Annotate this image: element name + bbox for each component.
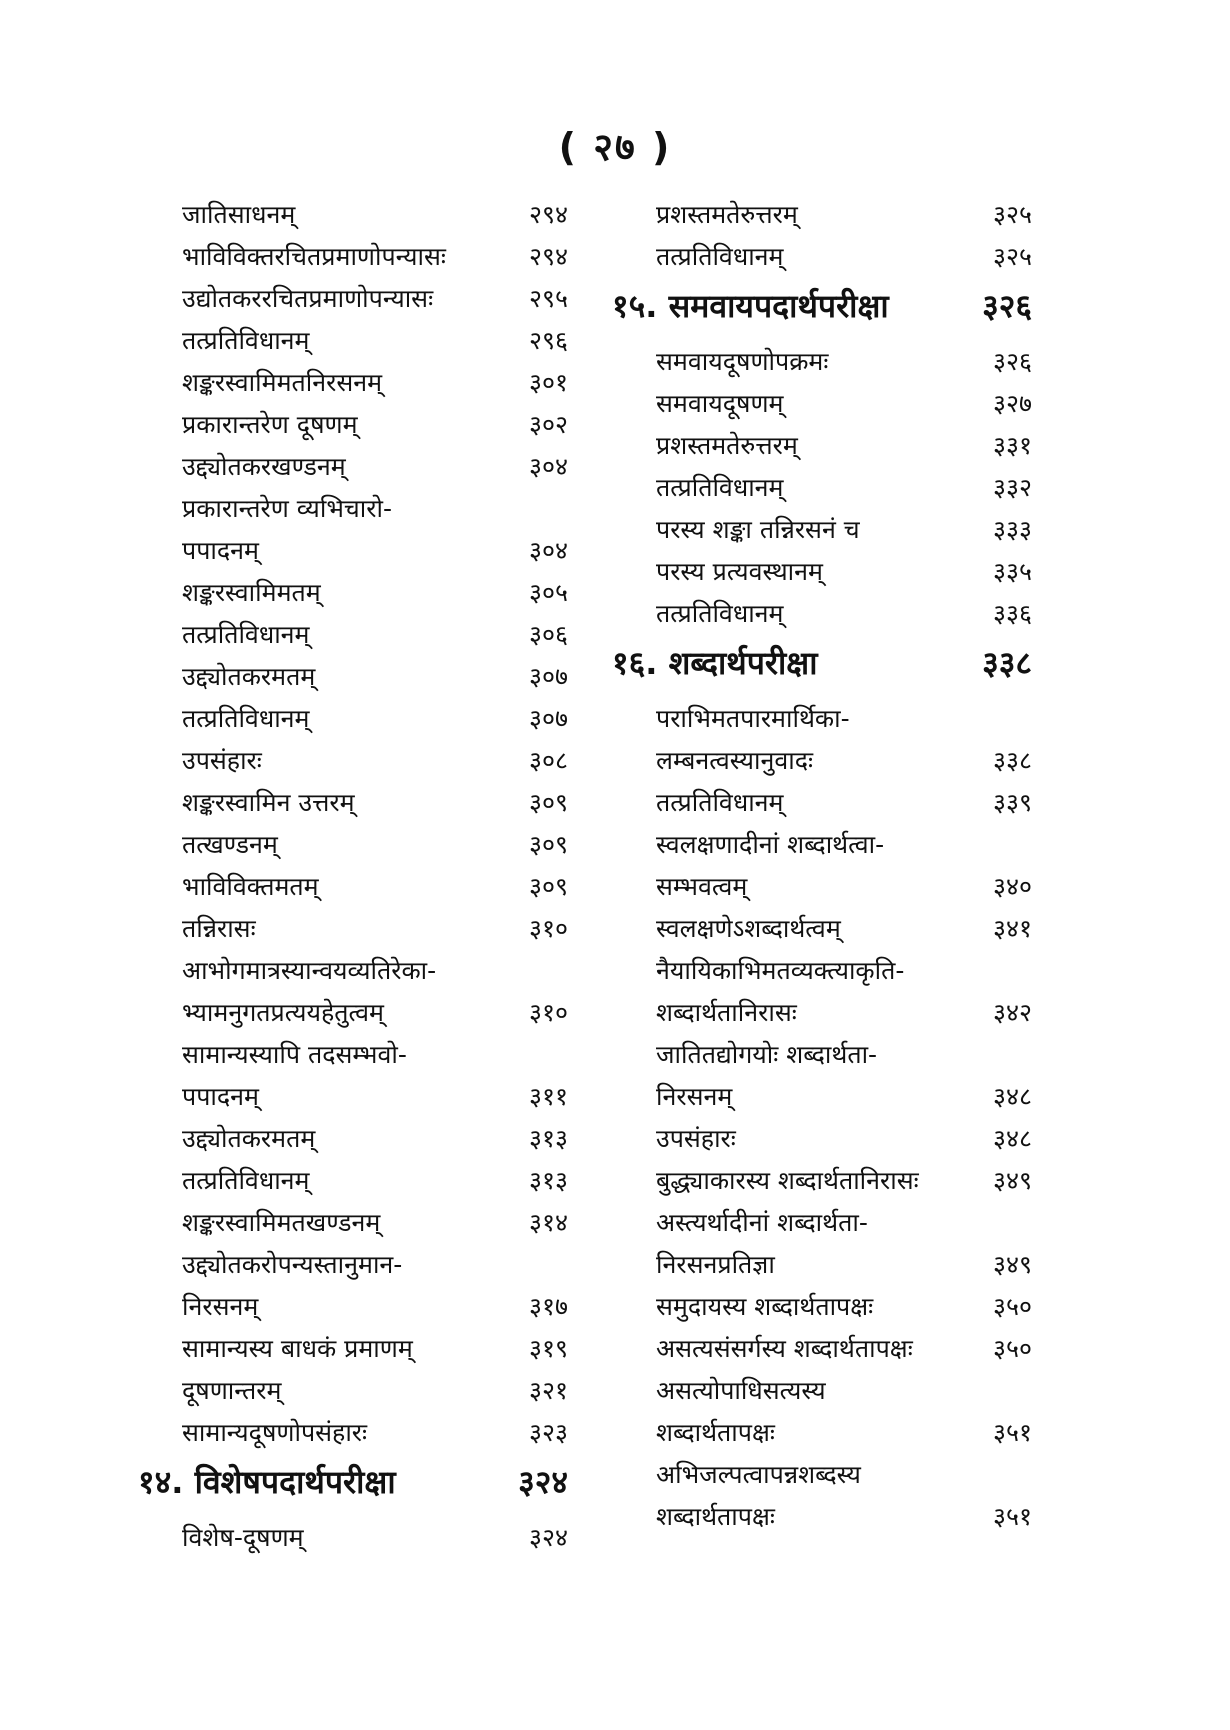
toc-entry xyxy=(612,1418,1032,1448)
entry-title: शब्दार्थतानिरासः xyxy=(656,998,797,1027)
toc-entry xyxy=(138,1523,568,1553)
toc-entry xyxy=(138,284,568,314)
entry-title: उपसंहारः xyxy=(656,1124,736,1153)
page-ref: ३१९ xyxy=(528,1334,568,1363)
page-ref: ३२५ xyxy=(992,200,1032,229)
page-ref: ३३३ xyxy=(992,515,1032,544)
entry-title: सामान्यस्य बाधकं प्रमाणम् xyxy=(182,1334,413,1363)
toc-entry xyxy=(612,872,1032,902)
entry-title: तत्प्रतिविधानम् xyxy=(182,326,310,355)
toc-entry xyxy=(612,1292,1032,1322)
page-ref: ३४१ xyxy=(992,914,1032,943)
page-ref: ३०४ xyxy=(528,452,568,481)
page-ref: ३१० xyxy=(528,914,568,943)
right-column xyxy=(612,200,1032,1544)
page-ref: ३५० xyxy=(992,1292,1032,1321)
toc-entry xyxy=(138,452,568,482)
entry-title: शङ्करस्वामिन उत्तरम् xyxy=(182,788,355,817)
entry-title: असत्यसंसर्गस्य शब्दार्थतापक्षः xyxy=(656,1334,913,1363)
toc-entry xyxy=(138,830,568,860)
page-ref: ३०९ xyxy=(528,830,568,859)
page-ref: ३४८ xyxy=(992,1124,1032,1153)
entry-title: तत्प्रतिविधानम् xyxy=(182,1166,310,1195)
toc-entry xyxy=(138,1418,568,1448)
toc-entry xyxy=(138,956,568,986)
toc-entry xyxy=(612,200,1032,230)
entry-title: उद्द्योतकरमतम् xyxy=(182,1124,316,1153)
toc-entry xyxy=(612,704,1032,734)
page-ref: ३४० xyxy=(992,872,1032,901)
entry-title: भ्यामनुगतप्रत्ययहेतुत्वम् xyxy=(182,998,385,1027)
toc-entry xyxy=(138,704,568,734)
toc-entry xyxy=(612,1376,1032,1406)
toc-entry xyxy=(612,1334,1032,1364)
entry-title: स्वलक्षणादीनां शब्दार्थत्वा- xyxy=(656,830,885,859)
page-ref: ३४८ xyxy=(992,1082,1032,1111)
page-ref: ३३२ xyxy=(992,473,1032,502)
toc-entry xyxy=(138,1376,568,1406)
entry-title: लम्बनत्वस्यानुवादः xyxy=(656,746,814,775)
entry-title: दूषणान्तरम् xyxy=(182,1376,282,1405)
page-ref: ३४९ xyxy=(992,1250,1032,1279)
page-ref: २९४ xyxy=(528,242,568,271)
toc-entry xyxy=(138,914,568,944)
entry-title: आभोगमात्रस्यान्वयव्यतिरेका- xyxy=(182,956,437,985)
toc-entry xyxy=(138,872,568,902)
toc-entry xyxy=(612,1460,1032,1490)
page-ref: ३११ xyxy=(528,1082,568,1111)
entry-title: उद्योतकररचितप्रमाणोपन्यासः xyxy=(182,284,434,313)
page-ref: ३५१ xyxy=(992,1418,1032,1447)
page-ref: ३०७ xyxy=(528,704,568,733)
page-ref: ३०५ xyxy=(528,578,568,607)
page-ref: २९४ xyxy=(528,200,568,229)
toc-entry xyxy=(138,536,568,566)
toc-entry xyxy=(138,368,568,398)
page-ref: ३०८ xyxy=(528,746,568,775)
page-ref: ३२१ xyxy=(528,1376,568,1405)
entry-title: शब्दार्थतापक्षः xyxy=(656,1502,775,1531)
entry-title: शङ्करस्वामिमतम् xyxy=(182,578,321,607)
toc-entry xyxy=(612,473,1032,503)
entry-title: तत्प्रतिविधानम् xyxy=(182,620,310,649)
toc-entry xyxy=(612,242,1032,272)
toc-entry xyxy=(612,746,1032,776)
section-heading xyxy=(612,641,1032,684)
page-ref: २९५ xyxy=(528,284,568,313)
toc-entry xyxy=(612,1040,1032,1070)
toc-entry xyxy=(138,1292,568,1322)
entry-title: प्रशस्तमतेरुत्तरम् xyxy=(656,431,798,460)
entry-title: समवायदूषणम् xyxy=(656,389,784,418)
entry-title: तत्खण्डनम् xyxy=(182,830,278,859)
toc-entry xyxy=(612,1166,1032,1196)
entry-title: तत्प्रतिविधानम् xyxy=(656,242,784,271)
entry-title: तत्प्रतिविधानम् xyxy=(656,599,784,628)
section-title: १४. विशेषपदार्थपरीक्षा xyxy=(138,1463,396,1501)
toc-entry xyxy=(138,1250,568,1280)
page-ref: ३०२ xyxy=(528,410,568,439)
left-column xyxy=(138,200,568,1565)
page-ref: ३४२ xyxy=(992,998,1032,1027)
entry-title: सामान्यदूषणोपसंहारः xyxy=(182,1418,368,1447)
entry-title: बुद्ध्याकारस्य शब्दार्थतानिरासः xyxy=(656,1166,919,1195)
toc-entry xyxy=(612,557,1032,587)
toc-entry xyxy=(612,788,1032,818)
toc-entry xyxy=(612,1208,1032,1238)
page-ref: ३१० xyxy=(528,998,568,1027)
toc-entry xyxy=(138,662,568,692)
entry-title: स्वलक्षणेऽशब्दार्थत्वम् xyxy=(656,914,841,943)
toc-entry xyxy=(138,998,568,1028)
toc-entry xyxy=(612,389,1032,419)
toc-entry xyxy=(138,200,568,230)
toc-entry xyxy=(612,1250,1032,1280)
entry-title: पराभिमतपारमार्थिका- xyxy=(656,704,850,733)
page-ref: ३३८ xyxy=(992,746,1032,775)
entry-title: उपसंहारः xyxy=(182,746,262,775)
page-ref: ३२४ xyxy=(528,1523,568,1552)
toc-entry xyxy=(612,515,1032,545)
page-ref: ३४९ xyxy=(992,1166,1032,1195)
toc-entry xyxy=(612,914,1032,944)
entry-title: समवायदूषणोपक्रमः xyxy=(656,347,829,376)
entry-title: निरसनम् xyxy=(182,1292,259,1321)
entry-title: शङ्करस्वामिमतखण्डनम् xyxy=(182,1208,381,1237)
page-ref: ३३५ xyxy=(992,557,1032,586)
entry-title: अभिजल्पत्वापन्नशब्दस्य xyxy=(656,1460,861,1489)
page-ref: ३०१ xyxy=(528,368,568,397)
toc-entry xyxy=(138,1208,568,1238)
entry-title: तन्निरासः xyxy=(182,914,256,943)
entry-title: सामान्यस्यापि तदसम्भवो- xyxy=(182,1040,407,1069)
toc-entry xyxy=(138,620,568,650)
toc-entry xyxy=(138,410,568,440)
page-ref: ३३१ xyxy=(992,431,1032,460)
entry-title: प्रशस्तमतेरुत्तरम् xyxy=(656,200,798,229)
entry-title: सम्भवत्वम् xyxy=(656,872,748,901)
section-heading xyxy=(138,1460,568,1503)
toc-entry xyxy=(138,326,568,356)
toc-entry xyxy=(612,1082,1032,1112)
entry-title: समुदायस्य शब्दार्थतापक्षः xyxy=(656,1292,874,1321)
page-ref: ३०९ xyxy=(528,788,568,817)
toc-entry xyxy=(138,1166,568,1196)
toc-entry xyxy=(138,578,568,608)
page-ref: ३१७ xyxy=(528,1292,568,1321)
toc-entry xyxy=(138,1334,568,1364)
toc-entry xyxy=(612,956,1032,986)
page-ref: ३१३ xyxy=(528,1124,568,1153)
page-ref: ३२६ xyxy=(982,287,1032,325)
page-ref: ३२४ xyxy=(518,1463,568,1501)
toc-entry xyxy=(138,788,568,818)
entry-title: प्रकारान्तरेण दूषणम् xyxy=(182,410,358,439)
page-ref: ३३८ xyxy=(982,644,1032,682)
entry-title: शङ्करस्वामिमतनिरसनम् xyxy=(182,368,383,397)
entry-title: उद्द्योतकरखण्डनम् xyxy=(182,452,346,481)
entry-title: पपादनम् xyxy=(182,536,259,565)
toc-entry xyxy=(612,998,1032,1028)
toc-entry xyxy=(612,1124,1032,1154)
page-number: ( २७ ) xyxy=(558,125,672,169)
page-ref: ३१३ xyxy=(528,1166,568,1195)
page-ref: ३०४ xyxy=(528,536,568,565)
section-title: १६. शब्दार्थपरीक्षा xyxy=(612,644,818,682)
toc-entry xyxy=(138,1040,568,1070)
entry-title: तत्प्रतिविधानम् xyxy=(182,704,310,733)
page-ref: ३५० xyxy=(992,1334,1032,1363)
entry-title: उद्द्योतकरोपन्यस्तानुमान- xyxy=(182,1250,403,1279)
toc-entry xyxy=(612,830,1032,860)
entry-title: भाविविक्तमतम् xyxy=(182,872,319,901)
entry-title: अस्त्यर्थादीनां शब्दार्थता- xyxy=(656,1208,868,1237)
entry-title: पपादनम् xyxy=(182,1082,259,1111)
entry-title: शब्दार्थतापक्षः xyxy=(656,1418,775,1447)
toc-entry xyxy=(138,1124,568,1154)
entry-title: तत्प्रतिविधानम् xyxy=(656,788,784,817)
page-ref: ३०६ xyxy=(528,620,568,649)
page-ref: ३०७ xyxy=(528,662,568,691)
entry-title: असत्योपाधिसत्यस्य xyxy=(656,1376,826,1405)
page-ref: ३२३ xyxy=(528,1418,568,1447)
section-title: १५. समवायपदार्थपरीक्षा xyxy=(612,287,889,325)
page-ref: ३२६ xyxy=(992,347,1032,376)
page-ref: ३५१ xyxy=(992,1502,1032,1531)
entry-title: जातितद्योगयोः शब्दार्थता- xyxy=(656,1040,878,1069)
page-ref: ३१४ xyxy=(528,1208,568,1237)
page-ref: ३३६ xyxy=(992,599,1032,628)
page-ref: ३२७ xyxy=(992,389,1032,418)
entry-title: प्रकारान्तरेण व्यभिचारो- xyxy=(182,494,392,523)
entry-title: परस्य शङ्का तन्निरसनं च xyxy=(656,515,860,544)
toc-entry xyxy=(138,494,568,524)
toc-entry xyxy=(612,347,1032,377)
toc-entry xyxy=(612,1502,1032,1532)
section-heading xyxy=(612,284,1032,327)
entry-title: उद्द्योतकरमतम् xyxy=(182,662,316,691)
toc-entry xyxy=(138,242,568,272)
entry-title: परस्य प्रत्यवस्थानम् xyxy=(656,557,823,586)
entry-title: नैयायिकाभिमतव्यक्त्याकृति- xyxy=(656,956,905,985)
page-ref: २९६ xyxy=(528,326,568,355)
entry-title: भाविविक्तरचितप्रमाणोपन्यासः xyxy=(182,242,446,271)
entry-title: निरसनम् xyxy=(656,1082,733,1111)
entry-title: निरसनप्रतिज्ञा xyxy=(656,1250,775,1279)
page-ref: ३२५ xyxy=(992,242,1032,271)
toc-entry xyxy=(612,599,1032,629)
page-ref: ३३९ xyxy=(992,788,1032,817)
toc-entry xyxy=(138,1082,568,1112)
toc-entry xyxy=(612,431,1032,461)
toc-entry xyxy=(138,746,568,776)
entry-title: तत्प्रतिविधानम् xyxy=(656,473,784,502)
entry-title: जातिसाधनम् xyxy=(182,200,296,229)
page-ref: ३०९ xyxy=(528,872,568,901)
entry-title: विशेष-दूषणम् xyxy=(182,1523,304,1552)
